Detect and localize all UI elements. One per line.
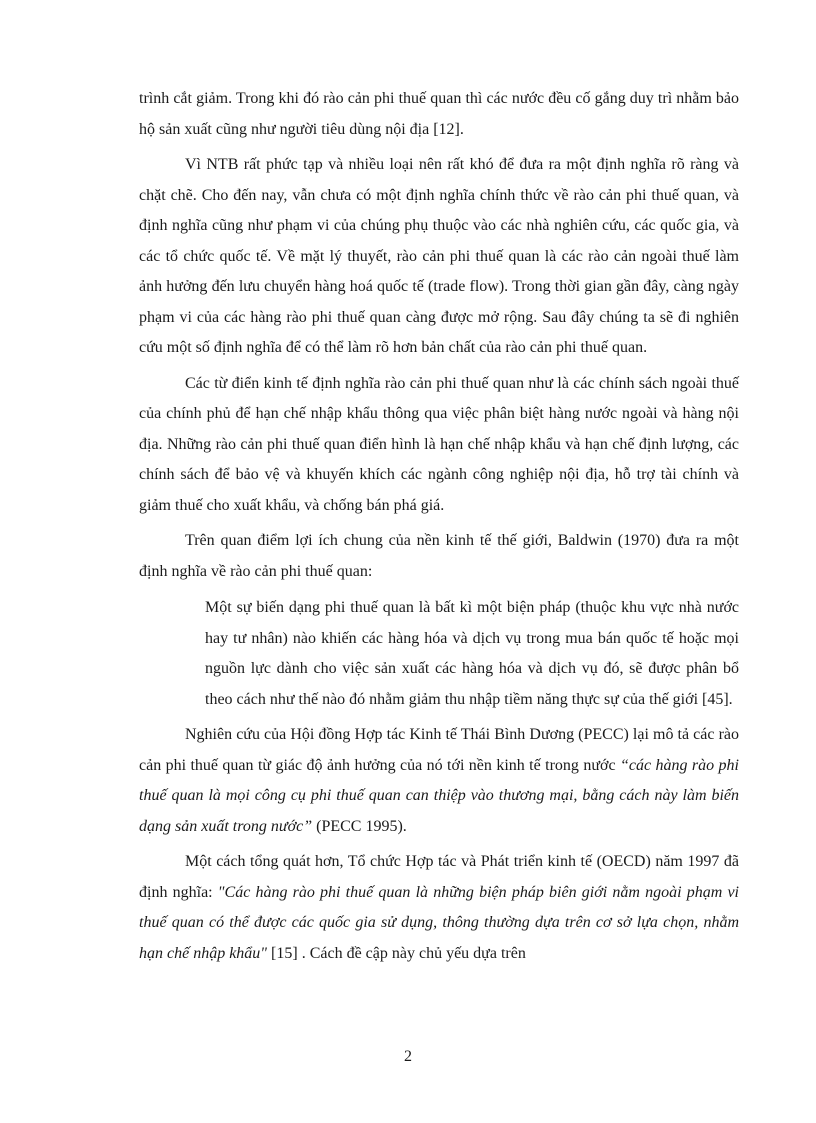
paragraph-5 (139, 720, 739, 842)
paragraph-1: trình cắt giảm. Trong khi đó rào cản phi thuế quan thì các nước đều cố gắng duy trì nhằm bảo hộ sản xuất cũng như người tiêu dùng nội địa [12]. (139, 90, 739, 138)
paragraph-6-tail: [15] . Cách đề cập này chủ yếu dựa trên (267, 944, 526, 962)
paragraph-3: Các từ điển kinh tế định nghĩa rào cản phi thuế quan như là các chính sách ngoài thuế của chính phủ để hạn chế nhập khẩu thông qua việc phân biệt hàng nước ngoài và hàng nội địa. Những rào cản phi thuế quan điển hình là hạn chế nhập khẩu và hạn chế định lượng, các chính sách để bảo vệ và khuyến khích các ngành công nghiệp nội địa, hỗ trợ tài chính và giảm thuế cho xuất khẩu, và chống bán phá giá. (139, 374, 739, 514)
page-number: 2 (404, 1048, 412, 1065)
paragraph-4: Trên quan điểm lợi ích chung của nền kinh tế thế giới, Baldwin (1970) đưa ra một định nghĩa về rào cản phi thuế quan: (139, 532, 739, 580)
block-quote: Một sự biến dạng phi thuế quan là bất kì một biện pháp (thuộc khu vực nhà nước hay tư nhân) nào khiến các hàng hóa và dịch vụ trong mua bán quốc tế hoặc mọi nguồn lực dành cho việc sản xuất các hàng hóa và dịch vụ đó, sẽ được phân bổ theo cách như thế nào đó nhằm giảm thu nhập tiềm năng thực sự của thế giới [45]. (205, 599, 739, 708)
paragraph-6-italic-quote: "Các hàng rào phi thuế quan là những biện pháp biên giới nằm ngoài phạm vi thuế quan có thể được các quốc gia sử dụng, thông thường dựa trên cơ sở lựa chọn, nhằm hạn chế nhập khẩu" (139, 883, 739, 962)
paragraph-6 (139, 847, 739, 969)
paragraph-2: Vì NTB rất phức tạp và nhiều loại nên rất khó để đưa ra một định nghĩa rõ ràng và chặt chẽ. Cho đến nay, vẫn chưa có một định nghĩa chính thức về rào cản phi thuế quan, và định nghĩa cũng như phạm vi của chúng phụ thuộc vào các nhà nghiên cứu, các quốc gia, và các tổ chức quốc tế. Về mặt lý thuyết, rào cản phi thuế quan là các rào cản ngoài thuế làm ảnh hưởng đến lưu chuyển hàng hoá quốc tế (trade flow). Trong thời gian gần đây, càng ngày phạm vi của các hàng rào phi thuế quan càng được mở rộng. Sau đây chúng ta sẽ đi nghiên cứu một số định nghĩa để có thể làm rõ hơn bản chất của rào cản phi thuế quan. (139, 156, 739, 356)
paragraph-5-italic-quote: “các hàng rào phi thuế quan là mọi công cụ phi thuế quan can thiệp vào thương mại, bằng cách này làm biến dạng sản xuất trong nước” (139, 756, 739, 835)
paragraph-5-lead: Nghiên cứu của Hội đồng Hợp tác Kinh tế Thái Bình Dương (PECC) lại mô tả các rào cản phi thuế quan từ giác độ ảnh hưởng của nó tới nền kinh tế trong nước (139, 726, 739, 774)
paragraph-6-lead: Một cách tổng quát hơn, Tổ chức Hợp tác và Phát triển kinh tế (OECD) năm 1997 đã định nghĩa: (139, 853, 739, 901)
document-body (139, 84, 739, 974)
paragraph-5-tail: (PECC 1995). (312, 817, 407, 835)
